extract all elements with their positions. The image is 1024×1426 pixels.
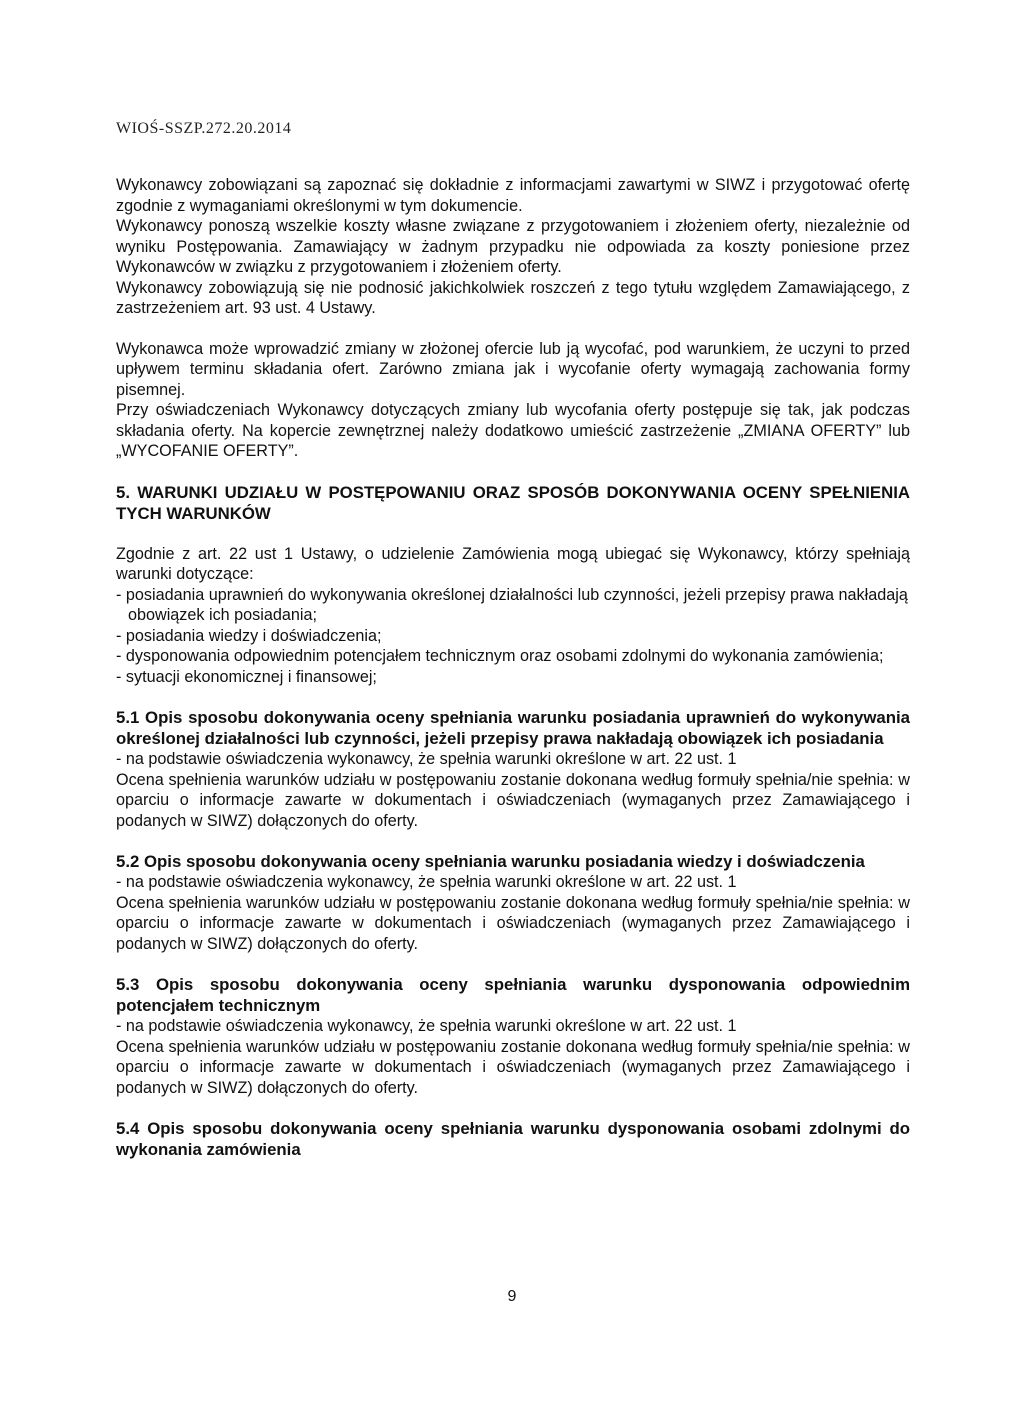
intro-paragraph-3: Wykonawcy zobowiązują się nie podnosić jakichkolwiek roszczeń z tego tytułu względem Zamawiającego, z zastrzeżeniem art. 93 ust. 4 Ustawy.	[116, 278, 910, 317]
section-5-1	[116, 707, 910, 831]
section-5-1-heading: 5.1 Opis sposobu dokonywania oceny spełniania warunku posiadania uprawnień do wykonywania określonej działalności lub czynności, jeżeli przepisy prawa nakładają obowiązek ich posiadania	[116, 708, 910, 748]
section-5-2-basis: - na podstawie oświadczenia wykonawcy, że spełnia warunki określone w art. 22 ust. 1	[116, 873, 737, 891]
section-5-2-heading: 5.2 Opis sposobu dokonywania oceny spełniania warunku posiadania wiedzy i doświadczenia	[116, 852, 865, 871]
section-5-intro: Zgodnie z art. 22 ust 1 Ustawy, o udzielenie Zamówienia mogą ubiegać się Wykonawcy, którzy spełniają warunki dotyczące:	[116, 544, 910, 583]
list-item: - sytuacji ekonomicznej i finansowej;	[116, 667, 377, 686]
document-reference: WIOŚ-SSZP.272.20.2014	[116, 120, 292, 137]
changes-paragraph-1: Wykonawca może wprowadzić zmiany w złożonej ofercie lub ją wycofać, pod warunkiem, że uczyni to przed upływem terminu składania ofert. Zarówno zmiana jak i wycofanie oferty wymagają zachowania formy pisemnej.	[116, 339, 910, 399]
section-5-body	[116, 544, 910, 688]
section-5-3-heading: 5.3 Opis sposobu dokonywania oceny spełniania warunku dysponowania odpowiednim potencjałem technicznym	[116, 975, 910, 1015]
list-item: - dysponowania odpowiednim potencjałem technicznym oraz osobami zdolnymi do wykonania zamówienia;	[116, 647, 884, 665]
changes-block	[116, 339, 910, 462]
intro-paragraph-1: Wykonawcy zobowiązani są zapoznać się dokładnie z informacjami zawartymi w SIWZ i przygotować ofertę zgodnie z wymaganiami określonymi w tym dokumencie.	[116, 176, 910, 215]
section-5-heading: 5. WARUNKI UDZIAŁU W POSTĘPOWANIU ORAZ SPOSÓB DOKONYWANIA OCENY SPEŁNIENIA TYCH WARUNKÓW	[116, 482, 910, 523]
document-body	[116, 175, 910, 1160]
section-5-1-basis: - na podstawie oświadczenia wykonawcy, że spełnia warunki określone w art. 22 ust. 1	[116, 750, 737, 768]
intro-block	[116, 175, 910, 319]
section-5-4-heading: 5.4 Opis sposobu dokonywania oceny spełniania warunku dysponowania osobami zdolnymi do wykonania zamówienia	[116, 1119, 910, 1159]
changes-paragraph-2: Przy oświadczeniach Wykonawcy dotyczących zmiany lub wycofania oferty postępuje się tak, jak podczas składania oferty. Na kopercie zewnętrznej należy dodatkowo umieścić zastrzeżenie „ZMIANA OFERTY” lub „WYCOFANIE OFERTY”.	[116, 401, 910, 460]
section-5-3-assessment: Ocena spełnienia warunków udziału w postępowaniu zostanie dokonana według formuły spełnia/nie spełnia: w oparciu o informacje zawarte w dokumentach i oświadczeniach (wymaganych przez Zamawiającego i podanych w SIWZ) dołączonych do oferty.	[116, 1037, 910, 1097]
section-5-3-basis: - na podstawie oświadczenia wykonawcy, że spełnia warunki określone w art. 22 ust. 1	[116, 1017, 737, 1035]
section-5-3	[116, 974, 910, 1098]
page-number: 9	[507, 1288, 517, 1305]
list-item: - posiadania wiedzy i doświadczenia;	[116, 626, 382, 645]
section-5-1-assessment: Ocena spełnienia warunków udziału w postępowaniu zostanie dokonana według formuły spełnia/nie spełnia: w oparciu o informacje zawarte w dokumentach i oświadczeniach (wymaganych przez Zamawiającego i podanych w SIWZ) dołączonych do oferty.	[116, 770, 910, 830]
intro-paragraph-2: Wykonawcy ponoszą wszelkie koszty własne związane z przygotowaniem i złożeniem oferty, niezależnie od wyniku Postępowania. Zamawiający w żadnym przypadku nie odpowiada za koszty poniesione przez Wykonawców w związku z przygotowaniem i złożeniem oferty.	[116, 217, 910, 276]
section-5-2-assessment: Ocena spełnienia warunków udziału w postępowaniu zostanie dokonana według formuły spełnia/nie spełnia: w oparciu o informacje zawarte w dokumentach i oświadczeniach (wymaganych przez Zamawiającego i podanych w SIWZ) dołączonych do oferty.	[116, 893, 910, 953]
list-item: - posiadania uprawnień do wykonywania określonej działalności lub czynności, jeżeli przepisy prawa nakładają obowiązek ich posiadania;	[116, 585, 908, 624]
conditions-list	[116, 585, 910, 688]
section-5-4	[116, 1118, 910, 1160]
section-5-2	[116, 851, 910, 954]
